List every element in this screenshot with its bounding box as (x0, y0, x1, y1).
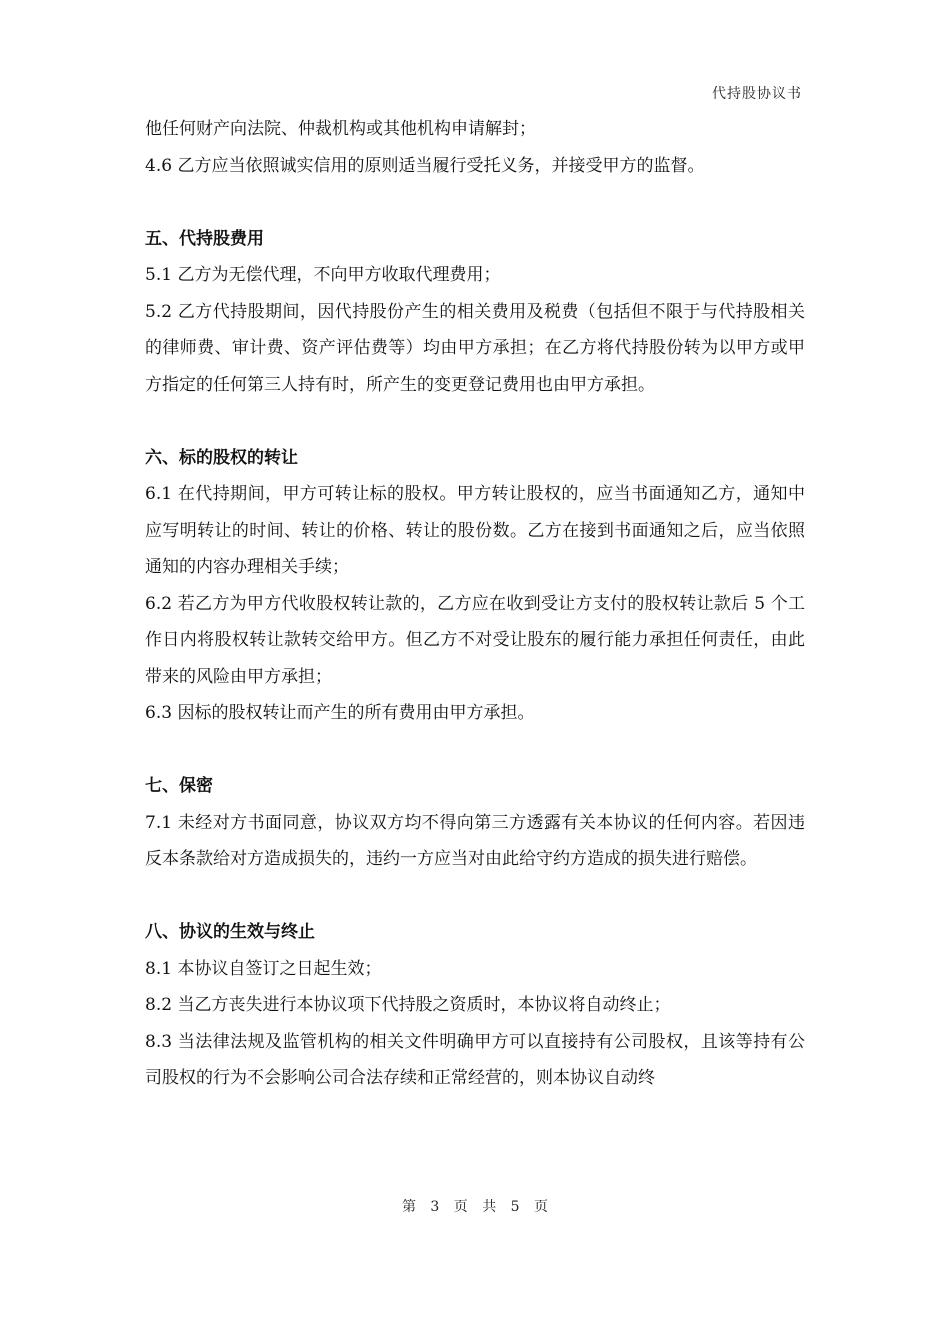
section-5-heading: 五、代持股费用 (145, 228, 264, 249)
current-page-number: 3 (430, 1199, 440, 1215)
spacer (145, 184, 805, 221)
section-6-heading: 六、标的股权的转让 (145, 447, 298, 468)
paragraph-4-6: 4.6 乙方应当依照诚实信用的原则适当履行受托义务，并接受甲方的监督。 (145, 155, 705, 176)
page-footer (0, 1196, 950, 1216)
total-page-count: 5 (510, 1199, 520, 1215)
footer-prefix: 第 (401, 1199, 416, 1215)
spacer (145, 878, 805, 915)
paragraph-4-5-tail: 他任何财产向法院、仲裁机构或其他机构申请解封； (145, 119, 536, 139)
paragraph-6-3: 6.3 因标的股权转让而产生的所有费用由甲方承担。 (145, 703, 535, 723)
paragraph-8-2: 8.2 当乙方丧失进行本协议项下代持股之资质时，本协议将自动终止； (145, 995, 671, 1015)
paragraph-5-2: 5.2 乙方代持股期间，因代持股份产生的相关费用及税费（包括但不限于与代持股相关的律师费、审计费、资产评估费等）均由甲方承担；在乙方将代持股份转为以甲方或甲方指定的任何第三人持有时，所产生的变更登记费用也由甲方承担。 (145, 301, 805, 395)
document-body (145, 111, 805, 1097)
footer-mid1: 页 (453, 1199, 468, 1215)
section-7-heading: 七、保密 (145, 776, 213, 796)
footer-mid2: 共 (482, 1199, 497, 1215)
section-8-heading: 八、协议的生效与终止 (145, 922, 315, 942)
paragraph-5-1: 5.1 乙方为无偿代理，不向甲方收取代理费用； (145, 265, 501, 285)
paragraph-8-1: 8.1 本协议自签订之日起生效； (145, 958, 382, 979)
paragraph-8-3: 8.3 当法律法规及监管机构的相关文件明确甲方可以直接持有公司股权，且该等持有公司股权的行为不会影响公司合法存续和正常经营的，则本协议自动终 (145, 1031, 805, 1088)
footer-suffix: 页 (534, 1199, 549, 1215)
running-header: 代持股协议书 (712, 86, 802, 102)
paragraph-7-1: 7.1 未经对方书面同意，协议双方均不得向第三方透露有关本协议的任何内容。若因违反本条款给对方造成损失的，违约一方应当对由此给守约方造成的损失进行赔偿。 (145, 812, 805, 869)
paragraph-6-2: 6.2 若乙方为甲方代收股权转让款的，乙方应在收到受让方支付的股权转让款后 5 个工作日内将股权转让款转交给甲方。但乙方不对受让股东的履行能力承担任何责任，由此带来的风险由甲方承担； (145, 593, 805, 687)
spacer (145, 732, 805, 769)
paragraph-6-1: 6.1 在代持期间，甲方可转让标的股权。甲方转让股权的，应当书面通知乙方，通知中应写明转让的时间、转让的价格、转让的股份数。乙方在接到书面通知之后，应当依照通知的内容办理相关手续； (145, 484, 805, 577)
spacer (145, 403, 805, 440)
